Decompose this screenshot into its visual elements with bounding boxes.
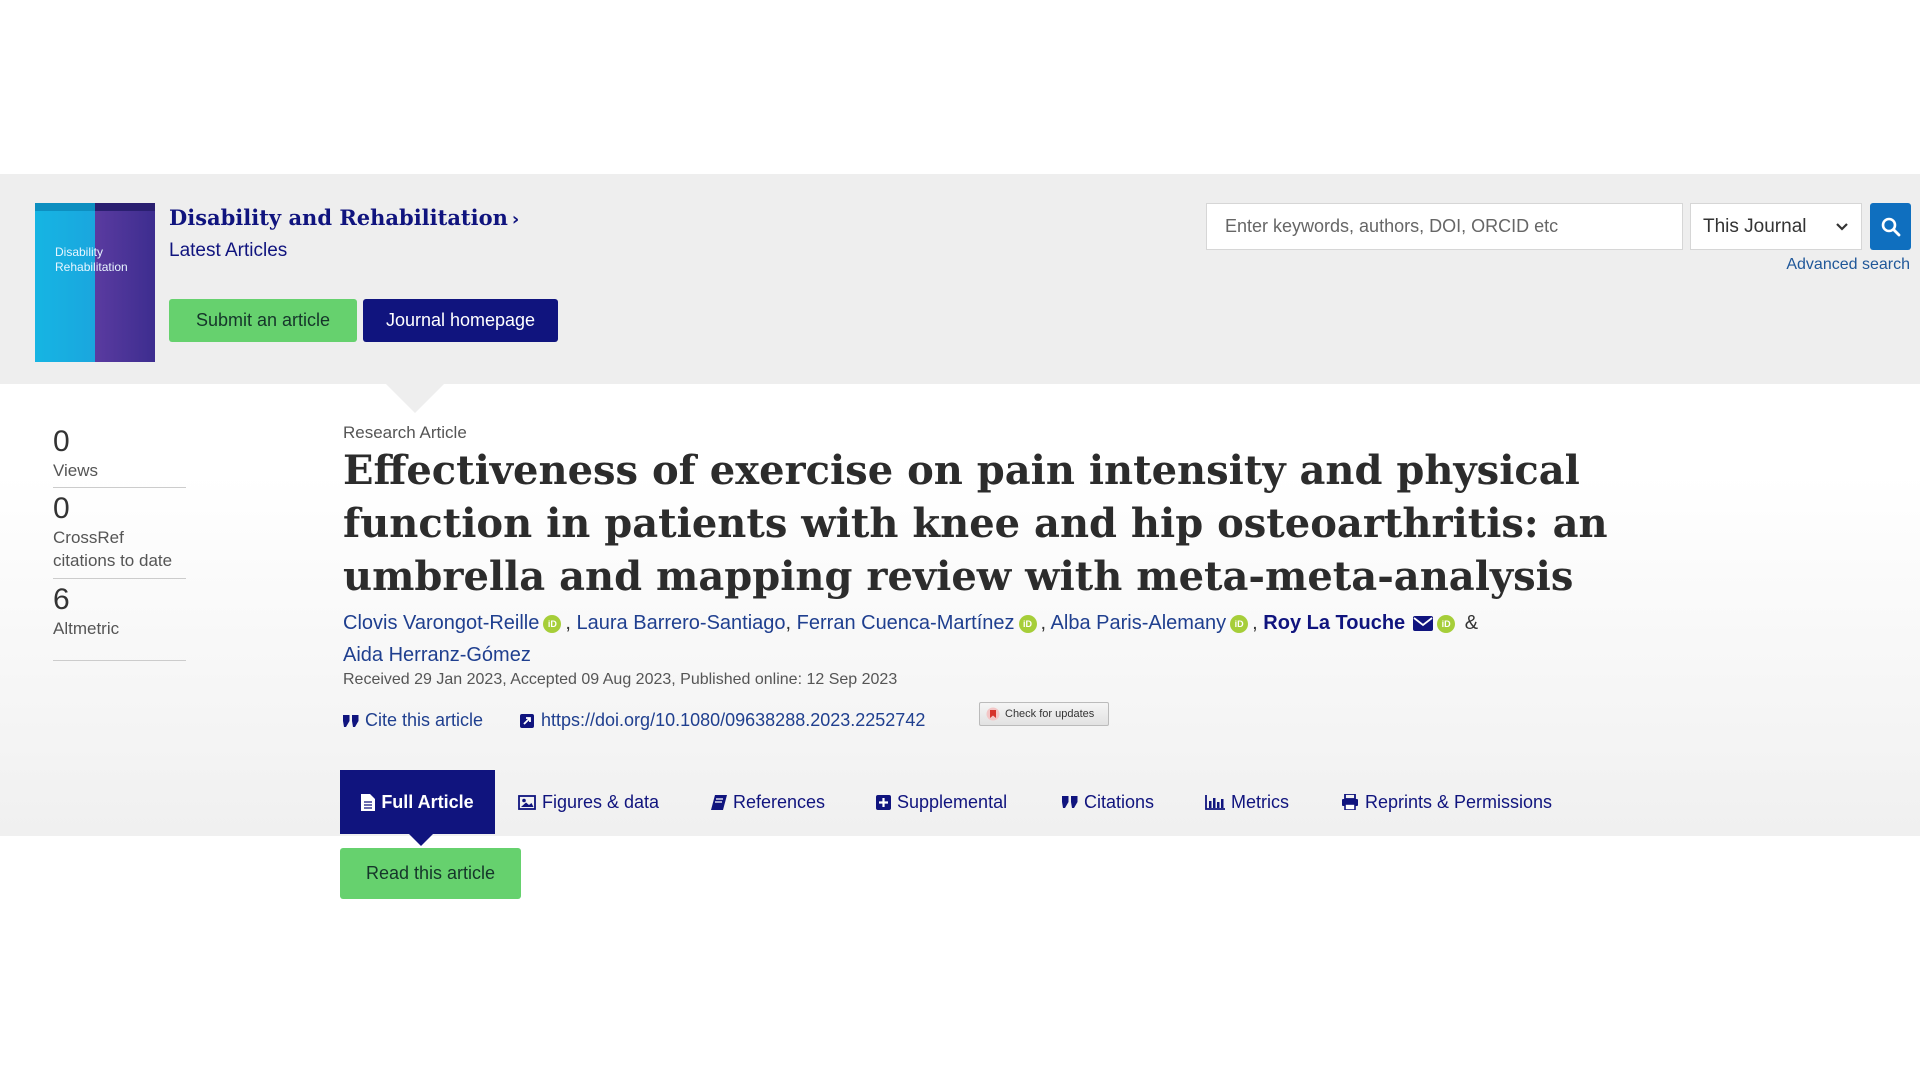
metric-label: Altmetric: [53, 619, 120, 638]
cite-article-link[interactable]: [343, 710, 483, 731]
chevron-right-icon: ›: [511, 209, 520, 230]
book-icon: [711, 795, 727, 810]
search-scope-value: This Journal: [1703, 215, 1807, 237]
metric-views: [53, 425, 186, 482]
check-for-updates-button[interactable]: [979, 702, 1109, 726]
tab-supplemental[interactable]: [876, 770, 1007, 834]
orcid-icon[interactable]: iD: [1437, 615, 1455, 633]
updates-label: Check for updates: [1005, 708, 1095, 720]
cover-top-strip: [35, 203, 155, 211]
author-link[interactable]: Aida Herranz-Gómez: [343, 644, 531, 666]
journal-homepage-button[interactable]: Journal homepage: [363, 299, 558, 342]
author-separator: ,: [1040, 612, 1047, 634]
publication-dates: Received 29 Jan 2023, Accepted 09 Aug 2023, Published online: 12 Sep 2023: [343, 671, 898, 688]
author-separator: ,: [565, 612, 571, 634]
author-link[interactable]: Alba Paris-Alemany: [1050, 612, 1227, 634]
header-notch: [385, 383, 445, 413]
metric-label: Views: [53, 461, 99, 480]
latest-articles-link[interactable]: Latest Articles: [169, 240, 288, 261]
active-tab-notch: [409, 834, 433, 846]
submit-article-button[interactable]: Submit an article: [169, 299, 357, 342]
orcid-icon[interactable]: iD: [1019, 615, 1037, 633]
corresponding-author-link[interactable]: Roy La Touche: [1263, 612, 1406, 634]
tab-label: References: [733, 791, 826, 812]
search-scope-select[interactable]: [1690, 203, 1862, 250]
tab-reprints-permissions[interactable]: [1341, 770, 1552, 834]
external-link-icon: [519, 713, 535, 729]
cite-label: Cite this article: [365, 710, 484, 730]
chevron-down-icon: [1835, 222, 1849, 232]
metric-value: 6: [53, 583, 70, 616]
tab-label: Citations: [1084, 791, 1155, 812]
tab-label: Metrics: [1231, 791, 1289, 812]
metric-divider: [53, 578, 186, 579]
tab-metrics[interactable]: [1205, 770, 1289, 834]
quote-icon: [1062, 795, 1078, 809]
tab-figures-data[interactable]: [518, 770, 659, 834]
tab-full-article[interactable]: [340, 770, 495, 834]
author-link[interactable]: Laura Barrero-Santiago: [576, 612, 786, 634]
crossmark-icon: [986, 707, 1000, 721]
metric-divider: [53, 660, 186, 661]
metric-divider: [53, 487, 186, 488]
orcid-icon[interactable]: iD: [1230, 615, 1248, 633]
journal-name-link[interactable]: [169, 205, 519, 230]
search-input[interactable]: Enter keywords, authors, DOI, ORCID etc: [1206, 203, 1683, 250]
author-separator: &: [1464, 612, 1479, 634]
search-icon: [1881, 217, 1901, 237]
read-article-button[interactable]: Read this article: [340, 848, 521, 899]
metric-label: CrossRef citations to date: [53, 528, 173, 570]
article-title: Effectiveness of exercise on pain intensity and physical function in patients with knee and hip osteoarthritis: an umbrella and mapping review with meta-meta-analysis: [343, 447, 1608, 600]
author-separator: ,: [1252, 612, 1258, 634]
tab-label: Reprints & Permissions: [1365, 791, 1553, 812]
orcid-icon[interactable]: iD: [543, 615, 561, 633]
metric-altmetric[interactable]: [53, 583, 186, 640]
author-list: [343, 607, 1573, 671]
printer-icon: [1341, 794, 1359, 810]
tab-label: Supplemental: [897, 791, 1008, 812]
tab-label: Figures & data: [542, 791, 660, 812]
plus-square-icon: [876, 795, 891, 810]
bar-chart-icon: [1205, 795, 1225, 810]
envelope-icon[interactable]: [1413, 616, 1433, 631]
journal-name: Disability and Rehabilitation: [169, 205, 508, 230]
tab-label: Full Article: [381, 791, 474, 812]
doi-link[interactable]: [519, 710, 925, 731]
search-button[interactable]: [1870, 203, 1911, 250]
author-separator: ,: [785, 612, 792, 634]
quote-icon: [343, 714, 359, 728]
tab-citations[interactable]: [1062, 770, 1154, 834]
cover-title: Disability Rehabilitation: [55, 245, 128, 274]
article-type: Research Article: [343, 423, 467, 442]
metric-value: 0: [53, 492, 70, 525]
metric-value: 0: [53, 425, 70, 458]
image-icon: [518, 795, 536, 810]
author-link[interactable]: Clovis Varongot-Reille: [343, 612, 540, 634]
metric-crossref: [53, 492, 186, 572]
advanced-search-link[interactable]: Advanced search: [1786, 256, 1910, 273]
document-icon: [361, 794, 375, 811]
tab-references[interactable]: [711, 770, 825, 834]
doi-text: https://doi.org/10.1080/09638288.2023.2252742: [541, 710, 926, 730]
author-link[interactable]: Ferran Cuenca-Martínez: [796, 612, 1015, 634]
journal-cover-image[interactable]: [35, 203, 155, 362]
